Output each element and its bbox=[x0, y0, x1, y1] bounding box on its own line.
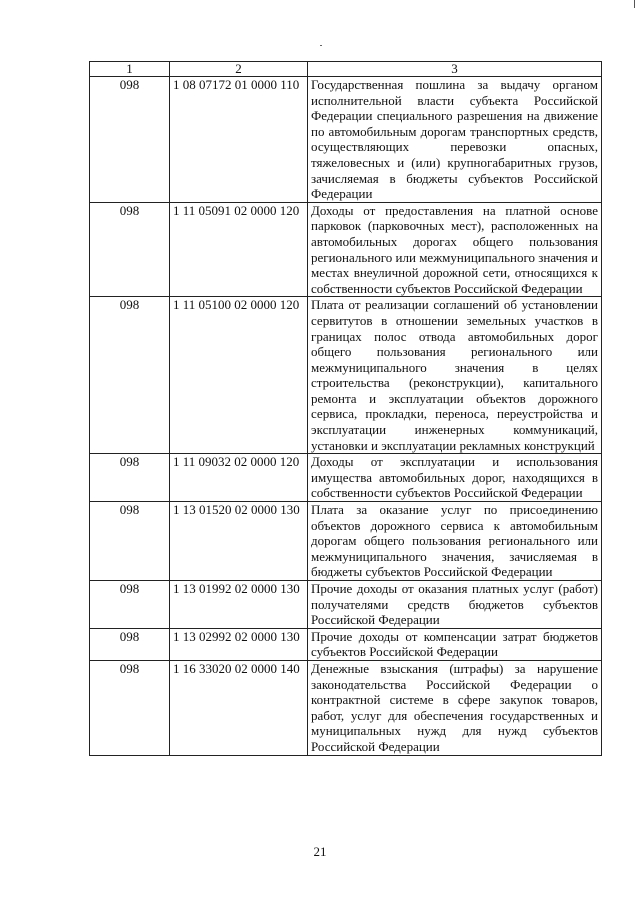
table-row bbox=[90, 202, 602, 297]
table-row bbox=[90, 77, 602, 203]
budget-code-cell: 1 13 01992 02 0000 130 bbox=[170, 581, 308, 629]
column-header-2: 2 bbox=[170, 62, 308, 77]
budget-code-cell: 1 13 02992 02 0000 130 bbox=[170, 628, 308, 660]
page-number: 21 bbox=[313, 844, 327, 859]
budget-code-cell: 1 16 33020 02 0000 140 bbox=[170, 660, 308, 755]
column-header-3: 3 bbox=[308, 62, 602, 77]
table-row bbox=[90, 502, 602, 581]
revenue-name-cell: Прочие доходы от компенсации затрат бюджетов субъектов Российской Федерации bbox=[308, 628, 602, 660]
table-header-row bbox=[90, 62, 602, 77]
table-row bbox=[90, 297, 602, 454]
budget-code-cell: 1 11 05091 02 0000 120 bbox=[170, 202, 308, 297]
revenue-name-cell: Прочие доходы от оказания платных услуг (работ) получателями средств бюджетов субъектов Российской Федерации bbox=[308, 581, 602, 629]
revenue-name-cell: Плата от реализации соглашений об установлении сервитутов в отношении земельных участков в границах полос отвода автомобильных дорог общего пользования регионального или межмуниципального значения в целях строительства (реконструкции), капитального ремонта и эксплуатации объектов дорожного сервиса, прокладки, переноса, переустройства и эксплуатации инженерных коммуникаций, установки и эксплуатации рекламных конструкций bbox=[308, 297, 602, 454]
revenue-name-cell: Доходы от предоставления на платной основе парковок (парковочных мест), расположенных на автомобильных дорогах общего пользования регионального или межмуниципального значения и местах внеуличной дорожной сети, относящихся к собственности субъектов Российской Федерации bbox=[308, 202, 602, 297]
admin-code-cell: 098 bbox=[90, 297, 170, 454]
table-row bbox=[90, 454, 602, 502]
budget-code-cell: 1 08 07172 01 0000 110 bbox=[170, 77, 308, 203]
admin-code-cell: 098 bbox=[90, 581, 170, 629]
column-header-1: 1 bbox=[90, 62, 170, 77]
budget-code-cell: 1 13 01520 02 0000 130 bbox=[170, 502, 308, 581]
admin-code-cell: 098 bbox=[90, 77, 170, 203]
revenue-name-cell: Плата за оказание услуг по присоединению объектов дорожного сервиса к автомобильным дорогам общего пользования регионального или межмуниципального значения, зачисляемая в бюджеты субъектов Российской Федерации bbox=[308, 502, 602, 581]
revenue-name-cell: Доходы от эксплуатации и использования имущества автомобильных дорог, находящихся в собственности субъектов Российской Федерации bbox=[308, 454, 602, 502]
budget-code-cell: 1 11 09032 02 0000 120 bbox=[170, 454, 308, 502]
revenue-name-cell: Денежные взыскания (штрафы) за нарушение законодательства Российской Федерации о контрактной системе в сфере закупок товаров, работ, услуг для обеспечения государственных и муниципальных нужд для нужд субъектов Российской Федерации bbox=[308, 660, 602, 755]
revenue-codes-table bbox=[89, 61, 602, 756]
budget-code-cell: 1 11 05100 02 0000 120 bbox=[170, 297, 308, 454]
table-row bbox=[90, 628, 602, 660]
admin-code-cell: 098 bbox=[90, 660, 170, 755]
admin-code-cell: 098 bbox=[90, 502, 170, 581]
admin-code-cell: 098 bbox=[90, 628, 170, 660]
scan-edge-mark bbox=[634, 0, 635, 8]
scan-mark bbox=[320, 45, 322, 46]
admin-code-cell: 098 bbox=[90, 454, 170, 502]
admin-code-cell: 098 bbox=[90, 202, 170, 297]
table-row bbox=[90, 660, 602, 755]
revenue-name-cell: Государственная пошлина за выдачу органом исполнительной власти субъекта Российской Федерации специального разрешения на движение по автомобильным дорогам транспортных средств, осуществляющих перевозки опасных, тяжеловесных и (или) крупногабаритных грузов, зачисляемая в бюджеты субъектов Российской Федерации bbox=[308, 77, 602, 203]
table-row bbox=[90, 581, 602, 629]
